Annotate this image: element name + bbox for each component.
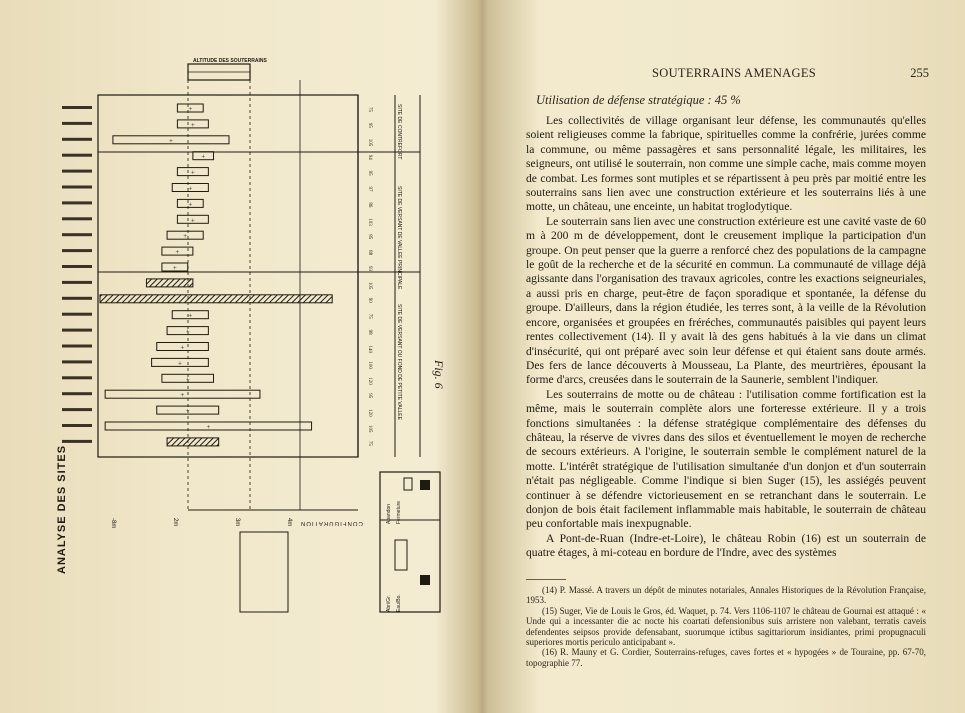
bar-marker: + xyxy=(185,375,190,384)
right-tick: 95 xyxy=(367,170,372,176)
right-tick: 97 xyxy=(367,186,372,192)
right-tick: 94 xyxy=(367,154,372,160)
legend-swatch xyxy=(420,575,430,585)
y-tick: 2m xyxy=(172,518,178,527)
figure-label: Fig. 6 xyxy=(432,360,446,389)
row-label xyxy=(62,217,92,220)
right-tick: 90 xyxy=(367,297,372,303)
bar-marker: + xyxy=(177,359,182,368)
bar xyxy=(146,279,192,287)
row-label xyxy=(62,265,92,268)
bar-marker: + xyxy=(188,105,193,113)
right-page xyxy=(482,0,965,713)
bar-marker: + xyxy=(206,423,211,431)
row-label xyxy=(62,345,92,348)
bar-marker: + xyxy=(188,200,193,209)
right-tick: 105 xyxy=(367,138,372,147)
row-label xyxy=(62,329,92,332)
page-number: 255 xyxy=(910,66,929,80)
paragraph: Les collectivités de village organisant leur défense, les communautés qu'elles soient religieuses comme la fabrique, spirituelles comme la confrérie, jurées comme la commune, ou même passagères et sans personnalité légale, les militaires, les seigneurs, ont utilisé le souterrain, non comme une simple cache, mais comme moyen de combat. Les formes sont mutiples et se répartissent à peu près par moitié entre les souterrains sans lien avec une construction extérieure et les souterrains liés à une motte, un château, une enceinte, un habitat troglodytique. xyxy=(526,114,926,214)
bar-marker: + xyxy=(188,184,193,193)
y-tick: -8m xyxy=(110,518,116,529)
row-label xyxy=(62,249,92,252)
right-tick: 75 xyxy=(367,313,372,319)
legend-swatch xyxy=(420,480,430,490)
right-tick: 105 xyxy=(367,281,372,290)
bar-marker: + xyxy=(175,248,180,257)
y-tick: 3m xyxy=(234,518,240,527)
row-label xyxy=(62,297,92,300)
right-tick: 98 xyxy=(367,329,372,335)
right-tick: 95 xyxy=(367,122,372,128)
running-head: SOUTERRAINS AMENAGES xyxy=(652,66,817,80)
axis-top-label: ALTITUDE DES SOUTERRAINS xyxy=(193,58,267,64)
paragraph: Les souterrains de motte ou de château : l'utilisation comme fortification est la même, mais le souterrain complète alors une forteresse extérieure. Il y a trois fonctions simultanées : la défense stratégique complémentaire des défenses du château, la réserve de vivres dans des silos et éventuellement le moyen de recherche de secours extérieurs. A l'origine, le souterrain semble le complément naturel de la motte. L'intérêt stratégique de l'utilisation simultanée d'un donjon et d'un souterrain n'était pas négligeable. Comme l'indique si bien Suger (15), les assiégés peuvent continuer à se défendre victorieusement en se retranchant dans le souterrain. Le donjon de bois était facilement inflammable mais habitable, le souterrain de château peu confortable mais inexpugnable. xyxy=(526,387,926,531)
row-label xyxy=(62,186,92,189)
y-tick: 4m xyxy=(286,518,292,527)
right-tick: 88 xyxy=(367,250,372,256)
row-label xyxy=(62,313,92,316)
bottom-legend-box xyxy=(240,532,288,612)
bar-marker: + xyxy=(185,327,190,336)
group-label-1: SITE DE CONTREFORT xyxy=(396,104,402,160)
bar-marker: + xyxy=(185,407,190,416)
footnote: (16) R. Mauny et G. Cordier, Souterrains-refuges, caves fortes et « hypogées » de Touraine, pp. 67-70, topographie 77. xyxy=(526,647,926,668)
row-label xyxy=(62,154,92,157)
row-label xyxy=(62,122,92,125)
right-tick: 105 xyxy=(367,425,372,433)
vertical-title: ANALYSE DES SITES xyxy=(56,444,68,574)
legend-box xyxy=(380,472,440,612)
right-tick: 86 xyxy=(367,202,372,208)
row-label xyxy=(62,170,92,173)
right-tick: 140 xyxy=(367,345,372,353)
legend-label: Fermeture xyxy=(396,500,402,524)
paragraph: Le souterrain sans lien avec une construction extérieure est une cavité vaste de 60 m à 200 m de développement, dont le creusement implique la participation d'un groupe. On peut penser que la guerre a renforcé chez des populations de la campagne le goût de la recherche et de la sécurité en commun. La communauté de village déjà agissante dans l'organisation des travaux agricoles, contre les exactions seigneuriales, a aussi pris en charge, peut-être de façon sporadique et spontanée, la défense du groupe. D'ailleurs, dans la région étudiée, les terres sont, à la veille de la Révolution encore, organisées et groupées en fréréches, communautés paisibles qui payent leurs rentes collectivement (14). Il y avait là des gens habitués à la vie dans un climat d'insécurité, qui ont préparé avec soin leur défense et qui étaient sans doute armés. Des fers de lance découverts à Mousseau, La Plante, des meurtrières, épousant la forme d'arcs, creusées dans le souterrain de la Saunerie, semblent l'indiquer. xyxy=(526,214,926,387)
row-label xyxy=(62,138,92,141)
row-labels-group xyxy=(62,106,92,443)
row-label xyxy=(62,440,92,443)
row-label xyxy=(62,424,92,427)
bar-marker: + xyxy=(180,391,185,400)
paragraph: A Pont-de-Ruan (Indre-et-Loire), le château Robin (16) est un souterrain de quatre étages, à mi-coteau en bordure de l'Indre, avec des systèmes xyxy=(526,531,926,560)
row-label xyxy=(62,392,92,395)
right-tick: 120 xyxy=(367,377,372,385)
legend-label: Eau/Bo. xyxy=(396,594,402,612)
bar xyxy=(167,438,219,446)
bar-marker: + xyxy=(168,136,173,145)
bar-marker: + xyxy=(190,120,195,129)
bar xyxy=(100,295,332,303)
figure-chart xyxy=(0,0,482,713)
group-label-3: SITE DE VERSANT OU FOND DE PETITE VALLEE xyxy=(396,304,402,420)
row-label xyxy=(62,376,92,379)
row-label xyxy=(62,233,92,236)
right-tick: 93 xyxy=(367,266,372,271)
bottom-axis-label: CONFIGURATION xyxy=(300,520,363,526)
row-label xyxy=(62,281,92,284)
bar-marker: + xyxy=(190,216,195,225)
body-text xyxy=(526,114,926,561)
row-label xyxy=(62,201,92,204)
footnote: (15) Suger, Vie de Louis le Gros, éd. Waquet, p. 74. Vers 1106-1107 le château de Gournai est attaqué : « Unde qui a incessanter die ac nocte his coartati defensionibus suis arristere non valebant, terratis caveis defendentes seipsos provide defensabant, suorumque ictibus sagittariorum insidiantes, primi propugnaculi superiores mortis periculo anticipabant ». xyxy=(526,605,926,648)
bars-group xyxy=(100,104,372,446)
bar-marker: + xyxy=(180,343,185,352)
bar-marker: + xyxy=(188,311,193,320)
legend-label: Abri/Gr. xyxy=(386,595,392,612)
legend-label: Abandon xyxy=(386,503,392,524)
footnote-separator xyxy=(526,579,566,580)
right-tick: 75 xyxy=(367,440,372,446)
row-label xyxy=(62,106,92,109)
right-tick: 103 xyxy=(367,218,372,226)
bar-marker: + xyxy=(172,264,177,272)
section-title: Utilisation de défense stratégique : 45 % xyxy=(536,93,741,107)
bar-marker: + xyxy=(190,168,195,177)
footnote: (14) P. Massé. A travers un dépôt de minutes notariales, Annales Historiques de la Révolution Française, 1953. xyxy=(526,585,926,606)
right-tick: 100 xyxy=(367,361,372,369)
bar-marker: + xyxy=(183,232,188,241)
right-tick: 95 xyxy=(367,393,372,399)
bar-marker: + xyxy=(201,152,206,161)
right-tick: 120 xyxy=(367,409,372,417)
right-tick: 75 xyxy=(367,107,372,112)
row-label xyxy=(62,408,92,411)
row-label xyxy=(62,360,92,363)
footnotes xyxy=(526,585,926,668)
right-tick: 85 xyxy=(367,234,372,240)
group-label-2: SITE DE VERSANT DE VALLEE PRINCIPALE xyxy=(396,186,402,290)
left-page xyxy=(0,0,482,713)
